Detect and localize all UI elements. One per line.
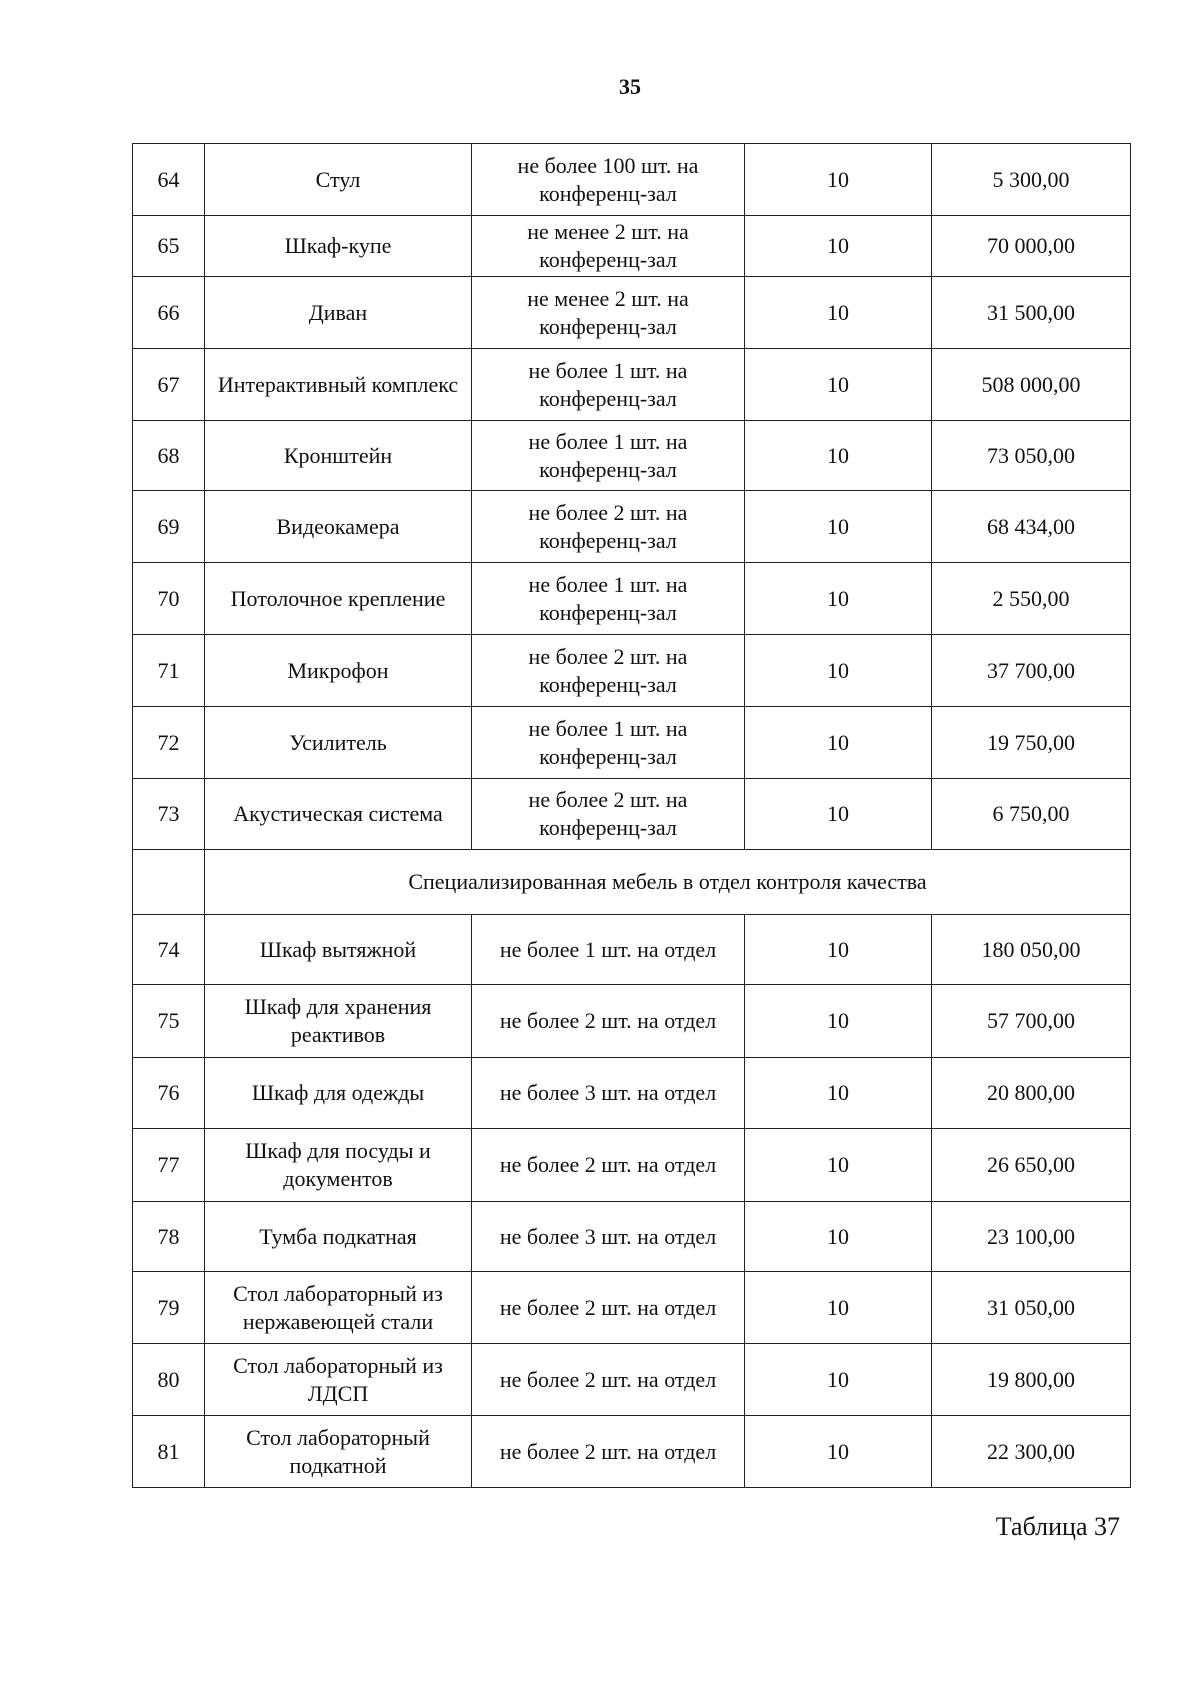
section-number-cell: [133, 850, 205, 915]
item-norm: не более 1 шт. на конференц-зал: [472, 707, 745, 779]
table-row: [133, 421, 1131, 491]
item-name: Видеокамера: [205, 491, 472, 563]
table-row: [133, 635, 1131, 707]
item-name: Стол лабораторный из ЛДСП: [205, 1344, 472, 1416]
item-norm: не более 2 шт. на отдел: [472, 985, 745, 1058]
item-years: 10: [745, 635, 932, 707]
furniture-table: [132, 143, 1131, 1488]
item-name: Стул: [205, 144, 472, 216]
section-title: Специализированная мебель в отдел контроля качества: [205, 850, 1131, 915]
table-row: [133, 779, 1131, 850]
item-years: 10: [745, 216, 932, 277]
item-price: 31 500,00: [932, 277, 1131, 349]
item-price: 19 800,00: [932, 1344, 1131, 1416]
item-norm: не более 1 шт. на конференц-зал: [472, 349, 745, 421]
table-row: [133, 985, 1131, 1058]
row-number: 77: [133, 1129, 205, 1202]
item-years: 10: [745, 1344, 932, 1416]
row-number: 73: [133, 779, 205, 850]
row-number: 65: [133, 216, 205, 277]
item-price: 23 100,00: [932, 1202, 1131, 1272]
row-number: 78: [133, 1202, 205, 1272]
item-norm: не более 3 шт. на отдел: [472, 1202, 745, 1272]
item-price: 20 800,00: [932, 1058, 1131, 1129]
item-norm: не более 2 шт. на отдел: [472, 1272, 745, 1344]
item-years: 10: [745, 277, 932, 349]
item-price: 31 050,00: [932, 1272, 1131, 1344]
item-norm: не более 1 шт. на отдел: [472, 915, 745, 985]
row-number: 64: [133, 144, 205, 216]
item-price: 26 650,00: [932, 1129, 1131, 1202]
item-name: Диван: [205, 277, 472, 349]
item-name: Тумба подкатная: [205, 1202, 472, 1272]
item-years: 10: [745, 915, 932, 985]
item-years: 10: [745, 779, 932, 850]
item-name: Шкаф для посуды и документов: [205, 1129, 472, 1202]
item-norm: не более 100 шт. на конференц-зал: [472, 144, 745, 216]
item-norm: не более 1 шт. на конференц-зал: [472, 563, 745, 635]
item-price: 22 300,00: [932, 1416, 1131, 1488]
table-caption: Таблица 37: [995, 1512, 1120, 1541]
item-price: 37 700,00: [932, 635, 1131, 707]
row-number: 69: [133, 491, 205, 563]
item-name: Стол лабораторный из нержавеющей стали: [205, 1272, 472, 1344]
item-years: 10: [745, 563, 932, 635]
table-row: [133, 1416, 1131, 1488]
item-price: 73 050,00: [932, 421, 1131, 491]
table-row: [133, 216, 1131, 277]
row-number: 72: [133, 707, 205, 779]
item-years: 10: [745, 1272, 932, 1344]
table-row: [133, 144, 1131, 216]
item-name: Шкаф вытяжной: [205, 915, 472, 985]
item-norm: не более 2 шт. на отдел: [472, 1344, 745, 1416]
item-price: 57 700,00: [932, 985, 1131, 1058]
item-years: 10: [745, 491, 932, 563]
item-norm: не более 2 шт. на отдел: [472, 1129, 745, 1202]
table-row: [133, 1202, 1131, 1272]
item-years: 10: [745, 985, 932, 1058]
item-norm: не более 2 шт. на конференц-зал: [472, 635, 745, 707]
row-number: 76: [133, 1058, 205, 1129]
section-header-row: [133, 850, 1131, 915]
item-price: 19 750,00: [932, 707, 1131, 779]
item-years: 10: [745, 144, 932, 216]
row-number: 68: [133, 421, 205, 491]
item-years: 10: [745, 707, 932, 779]
item-norm: не более 1 шт. на конференц-зал: [472, 421, 745, 491]
item-price: 6 750,00: [932, 779, 1131, 850]
row-number: 75: [133, 985, 205, 1058]
item-name: Стол лабораторный подкатной: [205, 1416, 472, 1488]
item-years: 10: [745, 1058, 932, 1129]
item-years: 10: [745, 1129, 932, 1202]
item-price: 70 000,00: [932, 216, 1131, 277]
row-number: 67: [133, 349, 205, 421]
item-price: 180 050,00: [932, 915, 1131, 985]
table-row: [133, 349, 1131, 421]
item-norm: не более 2 шт. на конференц-зал: [472, 779, 745, 850]
row-number: 81: [133, 1416, 205, 1488]
table-row: [133, 707, 1131, 779]
item-name: Шкаф для хранения реактивов: [205, 985, 472, 1058]
table-row: [133, 1272, 1131, 1344]
table-row: [133, 277, 1131, 349]
table-row: [133, 563, 1131, 635]
item-name: Акустическая система: [205, 779, 472, 850]
row-number: 70: [133, 563, 205, 635]
table-row: [133, 1129, 1131, 1202]
table-row: [133, 1344, 1131, 1416]
row-number: 80: [133, 1344, 205, 1416]
item-years: 10: [745, 349, 932, 421]
row-number: 66: [133, 277, 205, 349]
item-years: 10: [745, 421, 932, 491]
item-name: Усилитель: [205, 707, 472, 779]
item-norm: не более 3 шт. на отдел: [472, 1058, 745, 1129]
item-name: Кронштейн: [205, 421, 472, 491]
item-price: 68 434,00: [932, 491, 1131, 563]
table-row: [133, 1058, 1131, 1129]
item-name: Шкаф для одежды: [205, 1058, 472, 1129]
table-row: [133, 915, 1131, 985]
item-price: 2 550,00: [932, 563, 1131, 635]
table-row: [133, 491, 1131, 563]
item-norm: не менее 2 шт. на конференц-зал: [472, 277, 745, 349]
row-number: 74: [133, 915, 205, 985]
item-years: 10: [745, 1416, 932, 1488]
item-name: Шкаф-купе: [205, 216, 472, 277]
item-price: 508 000,00: [932, 349, 1131, 421]
page-number: 35: [619, 74, 641, 99]
item-name: Интерактивный комплекс: [205, 349, 472, 421]
item-price: 5 300,00: [932, 144, 1131, 216]
item-norm: не более 2 шт. на отдел: [472, 1416, 745, 1488]
item-name: Микрофон: [205, 635, 472, 707]
item-name: Потолочное крепление: [205, 563, 472, 635]
row-number: 71: [133, 635, 205, 707]
item-years: 10: [745, 1202, 932, 1272]
item-norm: не менее 2 шт. на конференц-зал: [472, 216, 745, 277]
row-number: 79: [133, 1272, 205, 1344]
item-norm: не более 2 шт. на конференц-зал: [472, 491, 745, 563]
